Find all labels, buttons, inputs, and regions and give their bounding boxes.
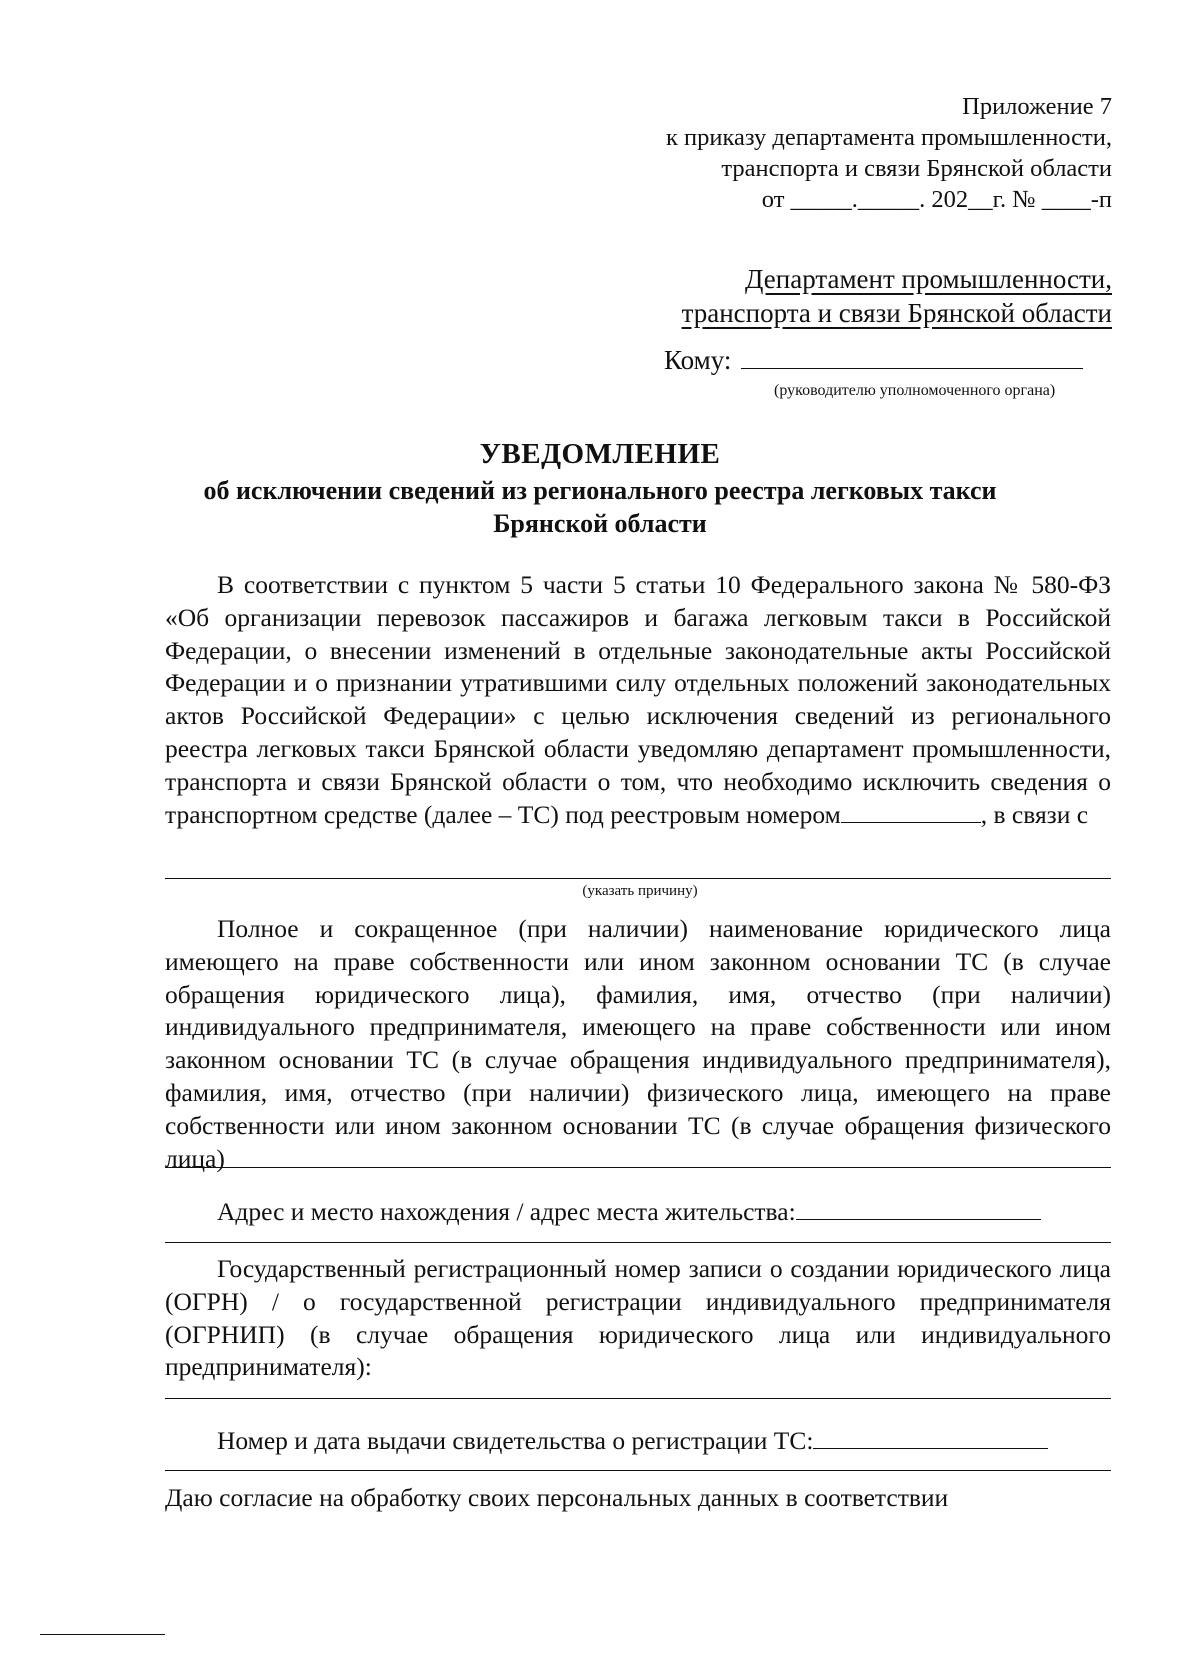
registry-number-blank[interactable] bbox=[841, 800, 981, 823]
document-title: УВЕДОМЛЕНИЕ bbox=[479, 438, 721, 470]
paragraph-address bbox=[165, 1196, 1111, 1229]
addressee-row bbox=[664, 343, 1083, 377]
to-label: Кому: bbox=[664, 345, 732, 375]
paragraph-legal-basis bbox=[165, 569, 1111, 831]
paragraph-owner-name: Полное и сокращенное (при наличии) наименование юридического лица имеющего на праве собственности или ином законном основании ТС (в случае обращения юридического лица), фамилия, имя, отчество (при наличии) индивидуального предпринимателя, имеющего на праве собственности или ином законном основании ТС (в случае обращения индивидуального предпринимателя), фамилия, имя, отчество (при наличии) физического лица, имеющего на праве собственности или ином законном основании ТС (в случае обращения физического лица) bbox=[165, 914, 1111, 1173]
reason-hint: (указать причину) bbox=[582, 883, 698, 899]
recipient-department bbox=[682, 262, 1112, 330]
subtitle-line-2: Брянской области bbox=[493, 509, 707, 538]
addressee-blank-field[interactable] bbox=[741, 346, 1083, 369]
footnote-separator bbox=[40, 1634, 165, 1635]
addressee-hint: (руководителю уполномоченного органа) bbox=[774, 382, 1056, 399]
address-line[interactable] bbox=[165, 1242, 1111, 1243]
document-subtitle bbox=[0, 474, 1200, 540]
address-blank[interactable] bbox=[796, 1197, 1041, 1220]
appendix-line-4: от _____._____. 202__г. № ____-п bbox=[761, 186, 1112, 213]
appendix-header bbox=[666, 91, 1112, 215]
appendix-line-2: к приказу департамента промышленности, bbox=[665, 124, 1112, 151]
subtitle-line-1: об исключении сведений из регионального реестра легковых такси bbox=[203, 476, 997, 505]
p1-text: В соответствии с пунктом 5 части 5 статьи 10 Федерального закона № 580-ФЗ «Об организации перевозок пассажиров и багажа легковым такси в Российской Федерации, о внесении изменений в отдельные законодательные акты Российской Федерации и о признании утратившими силу отдельных положений законодательных актов Российской Федерации» с целью исключения сведений из регионального реестра легковых такси Брянской области уведомляю департамент промышленности, транспорта и связи Брянской области о том, что необходимо исключить сведения о транспортном средстве (далее – ТС) под реестровым номером bbox=[165, 570, 1111, 829]
dept-line-1: Департамент промышленности, bbox=[745, 264, 1112, 294]
p5-text: Номер и дата выдачи свидетельства о регистрации ТС: bbox=[217, 1426, 814, 1455]
p1-tail: , в связи с bbox=[980, 799, 1089, 829]
appendix-line-1: Приложение 7 bbox=[962, 93, 1112, 120]
paragraph-consent: Даю согласие на обработку своих персональных данных в соответствии bbox=[165, 1483, 949, 1512]
paragraph-registration-certificate bbox=[165, 1425, 1111, 1458]
appendix-line-3: транспорта и связи Брянской области bbox=[721, 155, 1112, 182]
reason-line[interactable] bbox=[165, 878, 1111, 879]
p3-text: Адрес и место нахождения / адрес места жительства: bbox=[217, 1197, 796, 1226]
certificate-line[interactable] bbox=[165, 1470, 1111, 1471]
ogrn-line[interactable] bbox=[165, 1398, 1111, 1399]
paragraph-ogrn: Государственный регистрационный номер записи о создании юридического лица (ОГРН) / о государственной регистрации индивидуального предпринимателя (ОГРНИП) (в случае обращения юридического лица или индивидуального предпринимателя): bbox=[165, 1254, 1111, 1382]
dept-line-2: транспорта и связи Брянской области bbox=[681, 298, 1112, 328]
owner-name-line[interactable] bbox=[165, 1167, 1111, 1168]
certificate-blank[interactable] bbox=[813, 1426, 1048, 1449]
